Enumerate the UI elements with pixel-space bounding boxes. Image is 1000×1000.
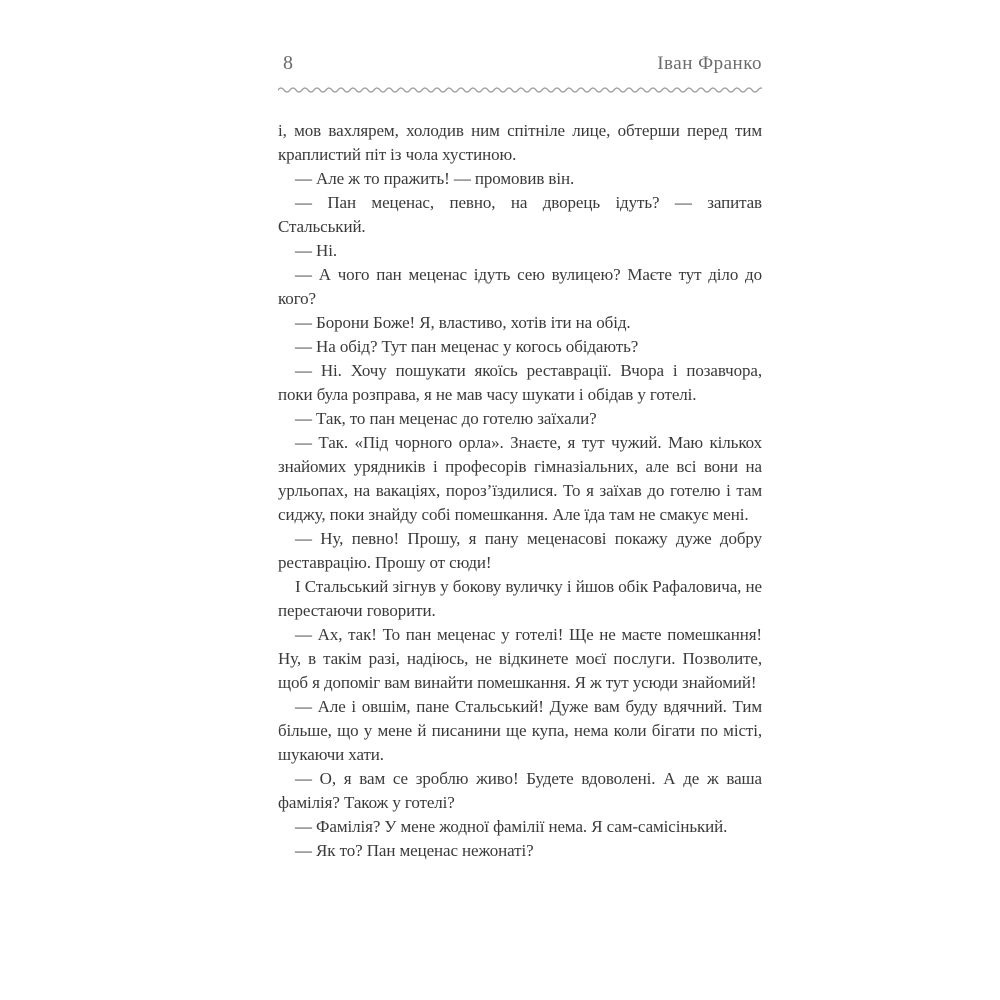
running-header xyxy=(278,50,762,77)
paragraph: — Але і овшім, пане Стальський! Дуже вам буду вдячний. Тим більше, що у мене й писанини ще купа, нема коли бігати по місті, шукаючи хати. xyxy=(278,697,762,764)
paragraph: — Пан меценас, певно, на дворець ідуть? — запитав Стальський. xyxy=(278,193,762,236)
body-text xyxy=(278,119,762,863)
paragraph: — Ну, певно! Прошу, я пану меценасові покажу дуже добру реставрацію. Прошу от сюди! xyxy=(278,529,762,572)
page-content xyxy=(278,50,762,863)
paragraph: і, мов вахлярем, холодив ним спітніле лице, обтерши перед тим краплистий піт із чола хустиною. xyxy=(278,121,762,164)
paragraph: — Борони Боже! Я, властиво, хотів іти на обід. xyxy=(295,313,631,332)
paragraph: — Так. «Під чорного орла». Знаєте, я тут чужий. Маю кількох знайомих урядників і професорів гімназіальних, але всі вони на урльопах, на вакаціях, пороз’їздилися. То я заїхав до готелю і там сиджу, поки знайду собі помешкання. Але їда там не смакує мені. xyxy=(278,433,762,524)
paragraph: — Фамілія? У мене жодної фамілії нема. Я сам-самісінький. xyxy=(295,817,728,836)
paragraph: І Стальський зігнув у бокову вуличку і йшов обік Рафаловича, не перестаючи говорити. xyxy=(278,577,762,620)
paragraph: — Ах, так! То пан меценас у готелі! Ще не маєте помешкання! Ну, в такім разі, надіюсь, не відкинете моєї послуги. Позволите, щоб я допоміг вам винайти помешкання. Я ж тут усюди знайомий! xyxy=(278,625,762,692)
wavy-divider-svg xyxy=(278,83,762,95)
paragraph: — О, я вам се зроблю живо! Будете вдоволені. А де ж ваша фамілія? Також у готелі? xyxy=(278,769,762,812)
page-number: 8 xyxy=(283,52,293,74)
paragraph: — Але ж то пражить! — промовив він. xyxy=(295,169,575,188)
paragraph: — Як то? Пан меценас нежонаті? xyxy=(295,841,534,860)
paragraph: — Ні. Хочу пошукати якоїсь реставрації. Вчора і позавчора, поки була розправа, я не мав часу шукати і обідав у готелі. xyxy=(278,361,762,404)
paragraph: — Так, то пан меценас до готелю заїхали? xyxy=(295,409,597,428)
paragraph: — А чого пан меценас ідуть сею вулицею? Маєте тут діло до кого? xyxy=(278,265,762,308)
paragraph: — Ні. xyxy=(295,241,338,260)
running-head-author: Іван Франко xyxy=(657,53,762,74)
paragraph: — На обід? Тут пан меценас у когось обідають? xyxy=(295,337,639,356)
wavy-divider xyxy=(278,82,762,94)
